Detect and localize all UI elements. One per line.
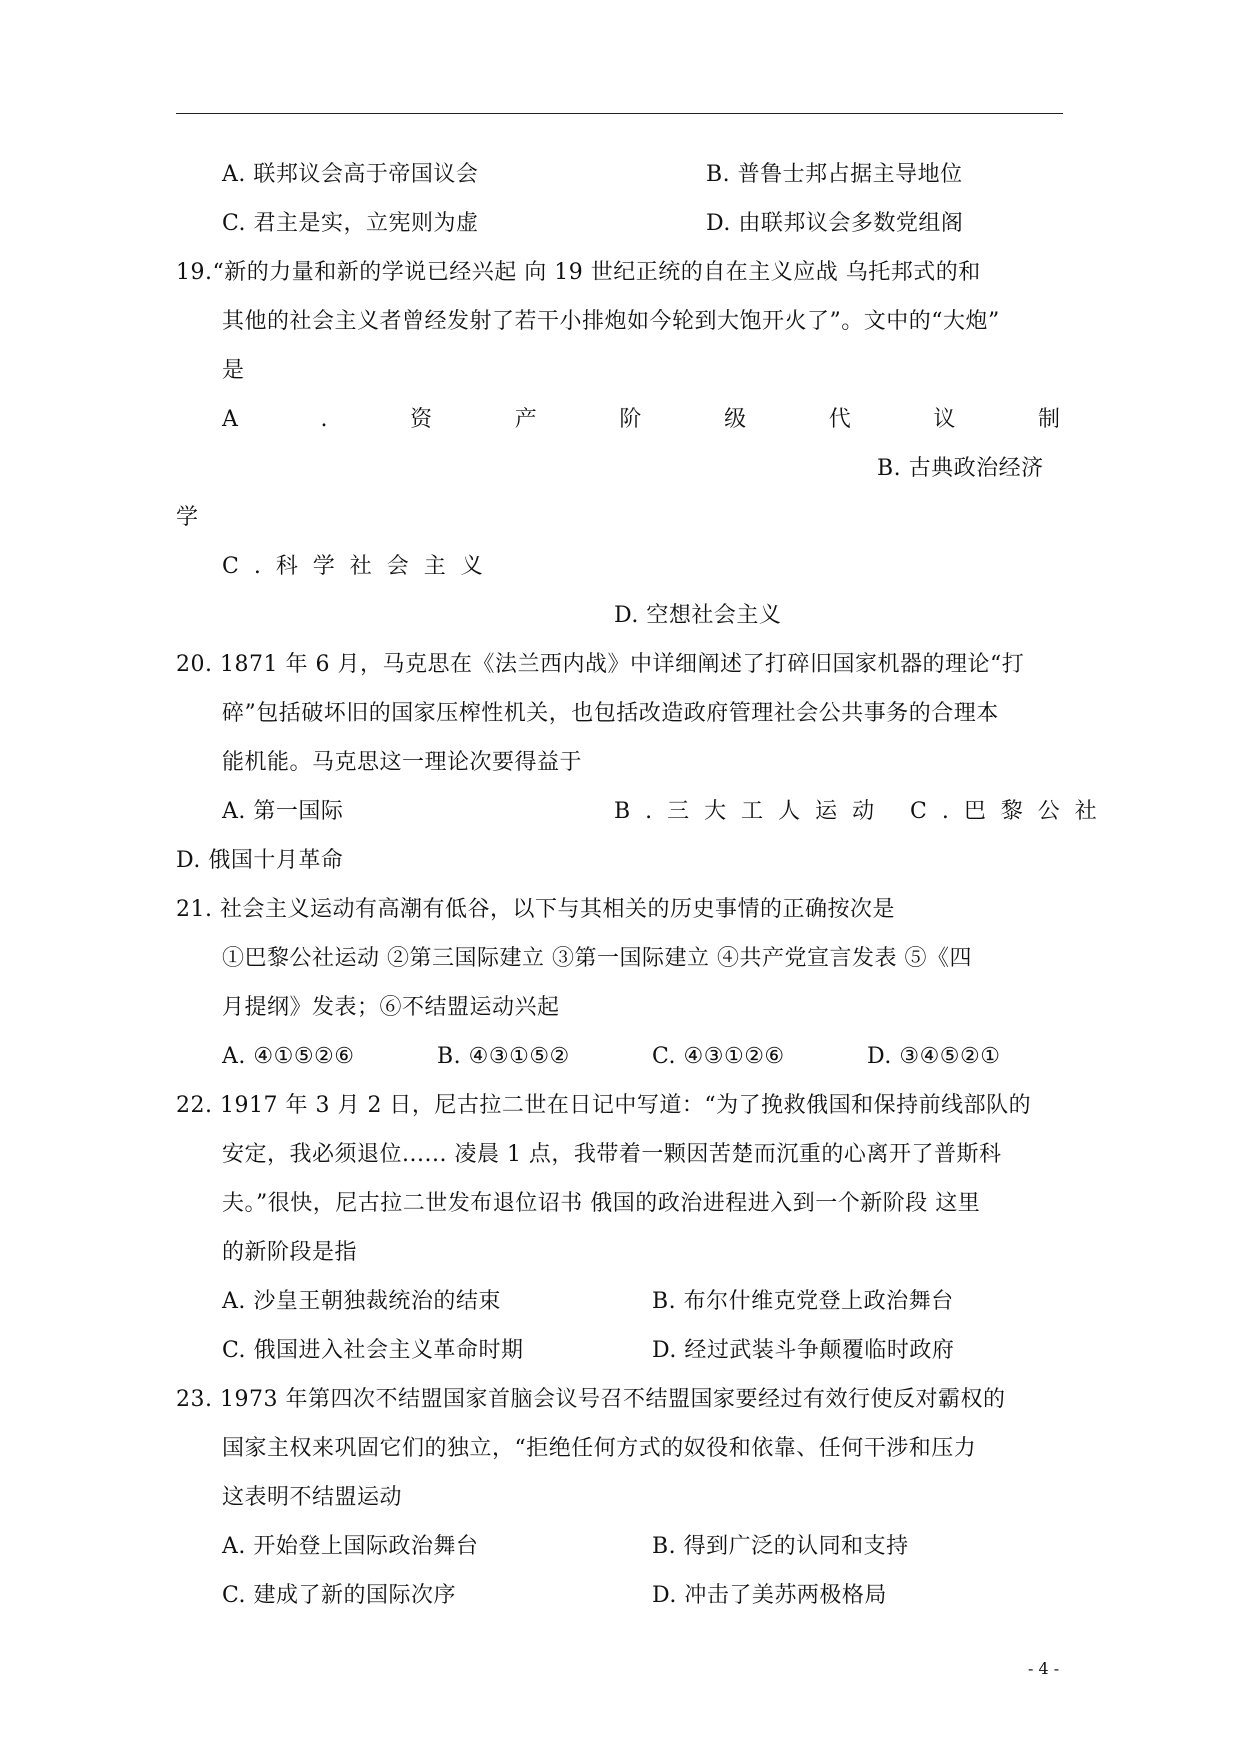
q22-stem-line-4: 的新阶段是指 xyxy=(222,1240,358,1265)
q22-stem-line-3: 夫。”很快，尼古拉二世发布退位诏书 俄国的政治进程进入到一个新阶段 这里 xyxy=(222,1191,981,1216)
q22-stem-line-2: 安定，我必须退位...... 凌晨 1 点，我带着一颗因苦楚而沉重的心离开了普斯科 xyxy=(222,1142,1002,1167)
q19-option-a-char: 阶 xyxy=(619,407,642,432)
q21-option-c: C. ④③①②⑥ xyxy=(652,1044,785,1069)
q19-option-a-char: 产 xyxy=(514,407,537,432)
q19-stem-line-3: 是 xyxy=(222,358,245,383)
q20-option-c: C . 巴 黎 公 社 xyxy=(910,799,1101,824)
page-number: - 4 - xyxy=(1028,1659,1060,1678)
q23-option-c: C. 建成了新的国际次序 xyxy=(222,1583,457,1608)
q18-option-d: D. 由联邦议会多数党组阁 xyxy=(706,211,964,236)
q22-stem-line-1: 22. 1917 年 3 月 2 日，尼古拉二世在日记中写道：“为了挽救俄国和保持前线部队的 xyxy=(176,1093,1032,1118)
q21-option-b: B. ④③①⑤② xyxy=(437,1044,570,1069)
q18-option-a: A. 联邦议会高于帝国议会 xyxy=(222,162,479,187)
q23-option-d: D. 冲击了美苏两极格局 xyxy=(652,1583,887,1608)
q19-option-a-char: 资 xyxy=(410,407,433,432)
q21-stem-line-2: ①巴黎公社运动 ②第三国际建立 ③第一国际建立 ④共产党宣言发表 ⑤《四 xyxy=(222,946,972,971)
q18-option-b: B. 普鲁士邦占据主导地位 xyxy=(706,162,963,187)
q22-option-a: A. 沙皇王朝独裁统治的结束 xyxy=(222,1289,501,1314)
q22-option-b: B. 布尔什维克党登上政治舞台 xyxy=(652,1289,954,1314)
q20-stem-line-3: 能机能。马克思这一理论次要得益于 xyxy=(222,750,583,775)
q19-option-b-wrap: 学 xyxy=(176,505,199,530)
q20-stem-line-1: 20. 1871 年 6 月，马克思在《法兰西内战》中详细阐述了打碎旧国家机器的理论“打 xyxy=(176,652,1025,677)
q23-option-b: B. 得到广泛的认同和支持 xyxy=(652,1534,909,1559)
q19-option-d: D. 空想社会主义 xyxy=(614,603,782,628)
q21-stem-line-1: 21. 社会主义运动有高潮有低谷，以下与其相关的历史事情的正确按次是 xyxy=(176,897,895,922)
q19-option-a-char: 级 xyxy=(724,407,747,432)
header-rule xyxy=(176,113,1063,114)
q21-option-a: A. ④①⑤②⑥ xyxy=(222,1044,355,1069)
q20-option-a: A. 第一国际 xyxy=(222,799,344,824)
q23-option-a: A. 开始登上国际政治舞台 xyxy=(222,1534,479,1559)
q19-option-a xyxy=(222,405,1060,435)
q22-option-c: C. 俄国进入社会主义革命时期 xyxy=(222,1338,524,1363)
q19-option-a-char: A xyxy=(222,407,238,432)
q19-option-a-char: . xyxy=(320,407,328,432)
q23-stem-line-2: 国家主权来巩固它们的独立，“拒绝任何方式的奴役和依靠、任何干涉和压力 xyxy=(222,1436,977,1461)
q23-stem-line-3: 这表明不结盟运动 xyxy=(222,1485,403,1510)
q19-option-a-char: 制 xyxy=(1037,407,1060,432)
q20-option-b: B . 三 大 工 人 运 动 xyxy=(614,799,879,824)
q19-option-c: C . 科 学 社 会 主 义 xyxy=(222,554,487,579)
q21-option-d: D. ③④⑤②① xyxy=(867,1044,1001,1069)
q21-stem-line-3: 月提纲》发表；⑥不结盟运动兴起 xyxy=(222,995,560,1020)
q19-stem-line-1: 19.“新的力量和新的学说已经兴起 向 19 世纪正统的自在主义应战 乌托邦式的和 xyxy=(176,260,981,285)
q20-option-d: D. 俄国十月革命 xyxy=(176,848,344,873)
q19-option-a-char: 代 xyxy=(828,407,851,432)
q23-stem-line-1: 23. 1973 年第四次不结盟国家首脑会议号召不结盟国家要经过有效行使反对霸权的 xyxy=(176,1387,1006,1412)
q19-option-b: B. 古典政治经济 xyxy=(877,456,1044,481)
q18-option-c: C. 君主是实，立宪则为虚 xyxy=(222,211,479,236)
q19-option-a-char: 议 xyxy=(933,407,956,432)
q22-option-d: D. 经过武装斗争颠覆临时政府 xyxy=(652,1338,955,1363)
q20-stem-line-2: 碎”包括破坏旧的国家压榨性机关，也包括改造政府管理社会公共事务的合理本 xyxy=(222,701,999,726)
q19-stem-line-2: 其他的社会主义者曾经发射了若干小排炮如今轮到大饱开火了”。文中的“大炮” xyxy=(222,309,1000,334)
